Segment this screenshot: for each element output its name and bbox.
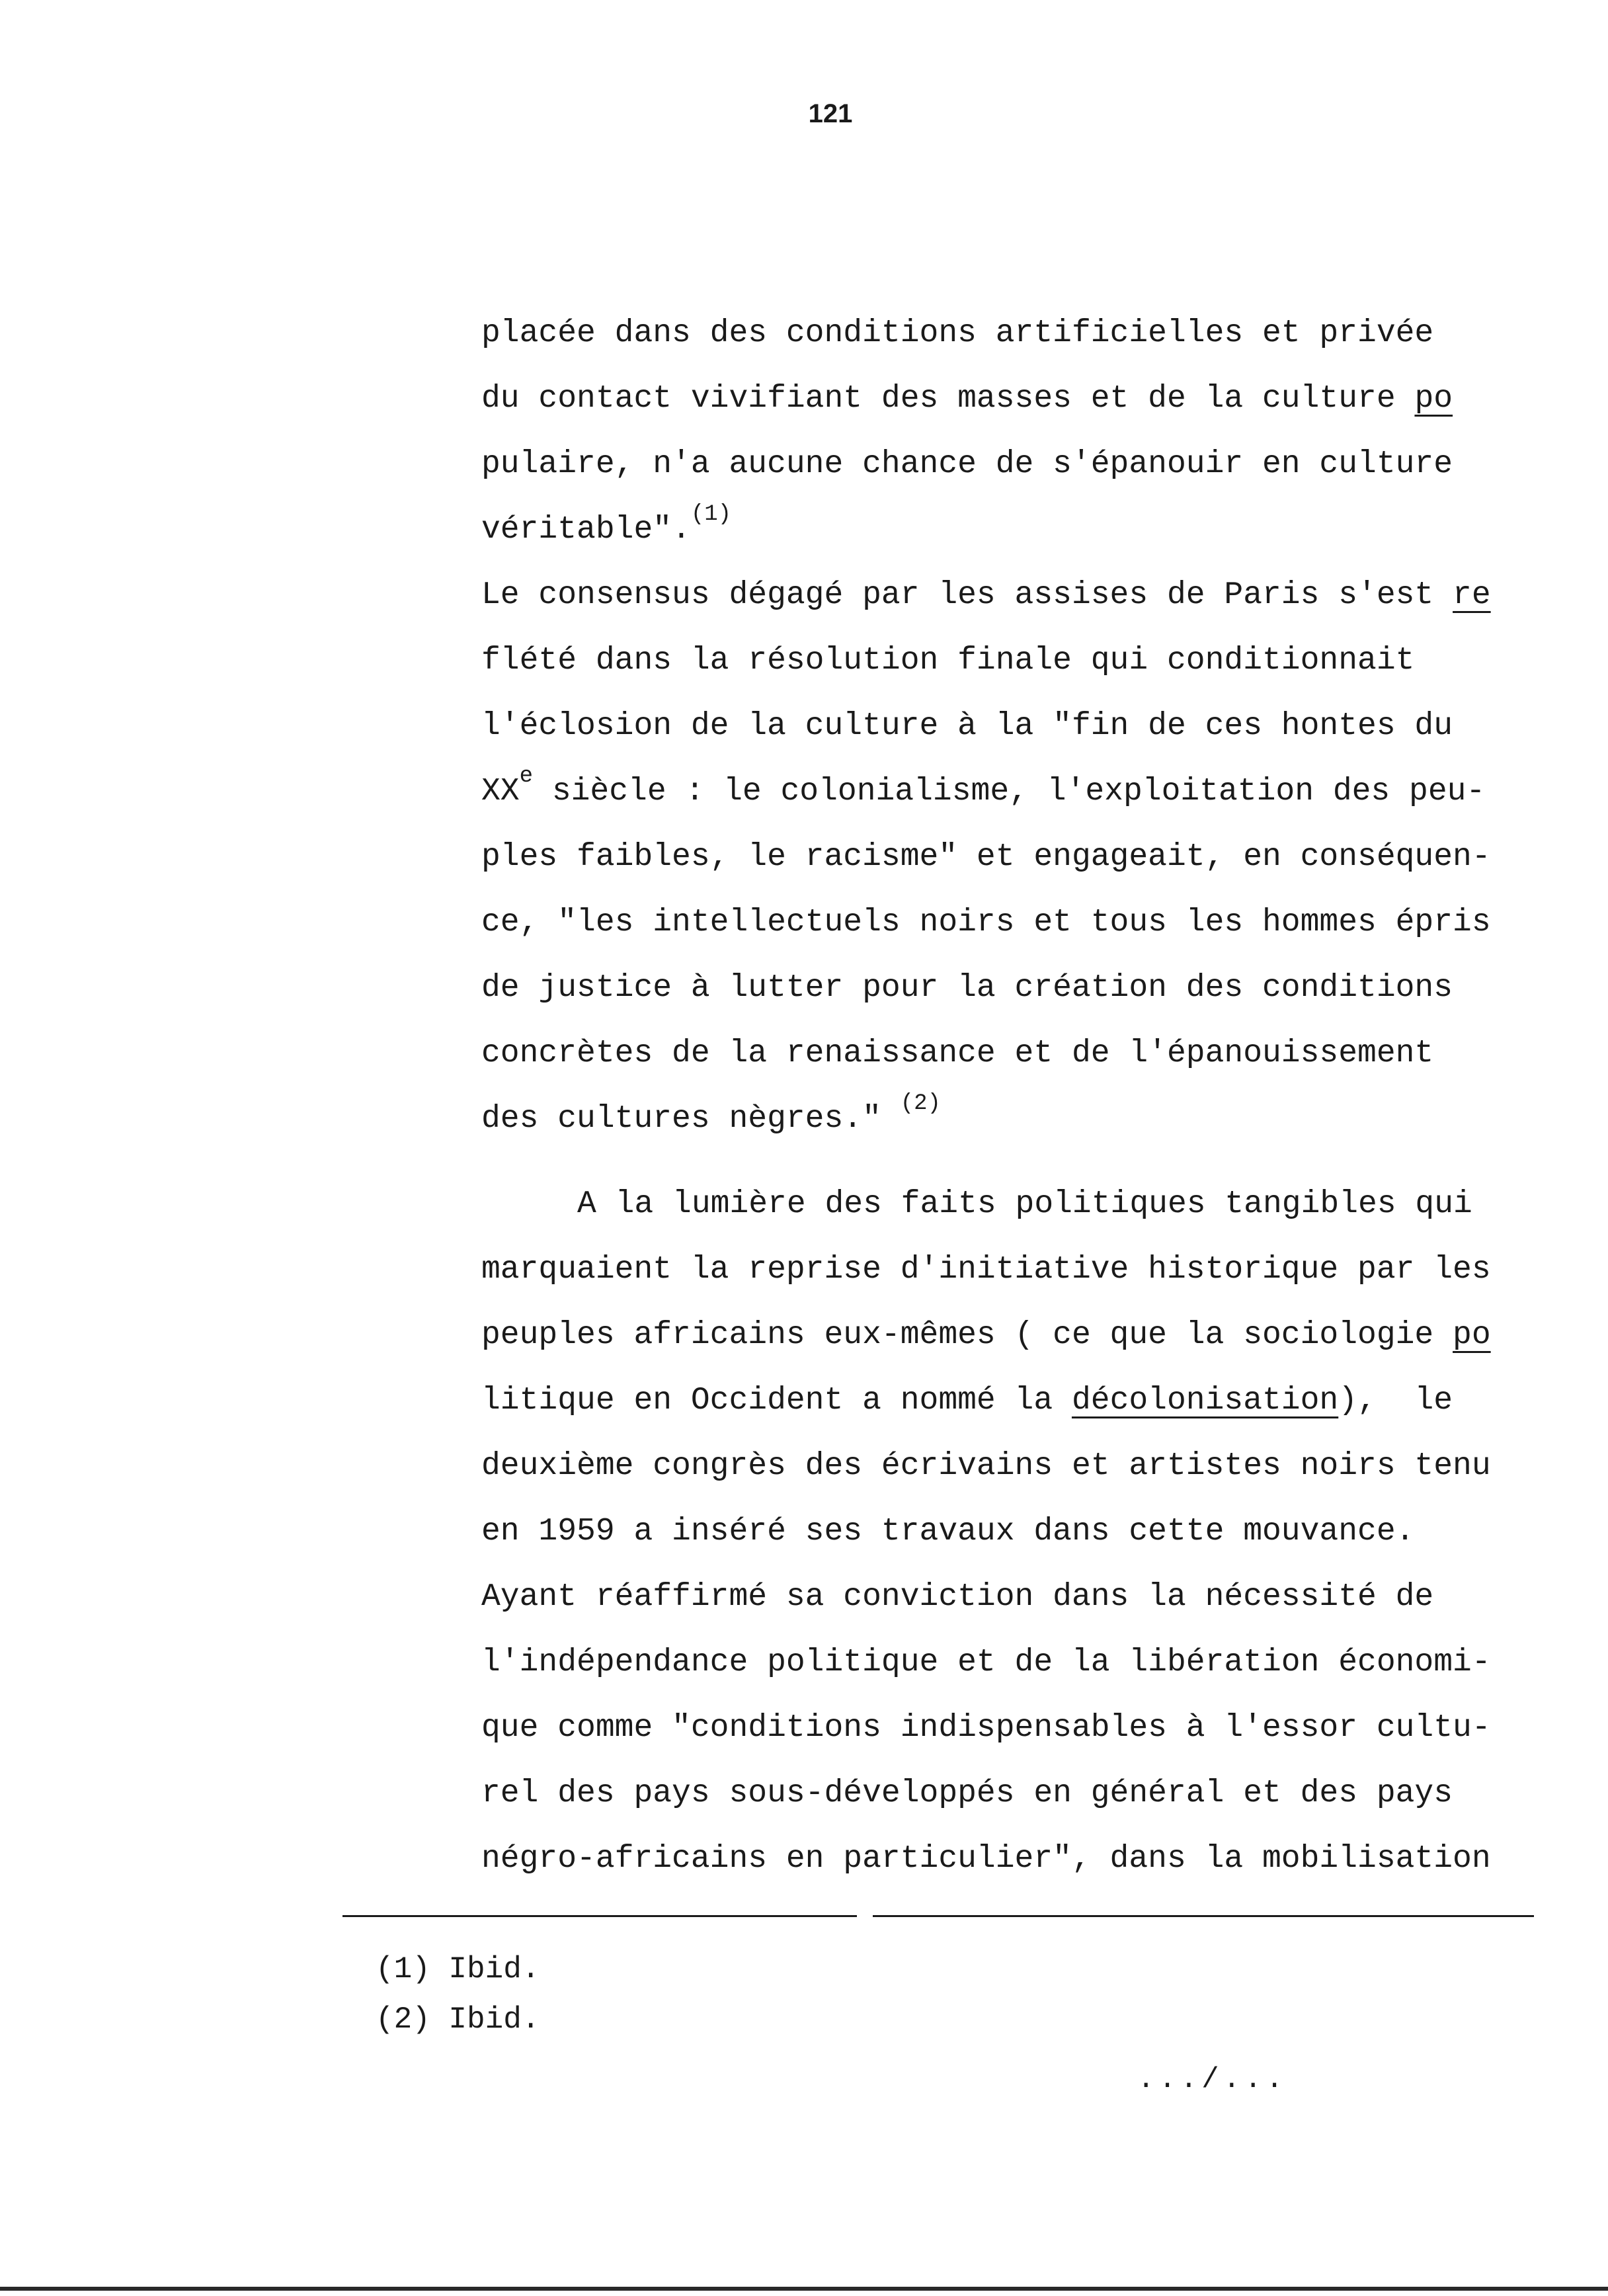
footnote-ref-1: (1)	[690, 502, 732, 527]
text-line: A la lumière des faits politiques tangibles qui	[577, 1186, 1472, 1222]
text-line: l'éclosion de la culture à la "fin de ces hontes du	[481, 708, 1453, 744]
text-line: XXe siècle : le colonialisme, l'exploitation des peu-	[481, 764, 1486, 809]
footnote-separator	[342, 1915, 857, 1917]
text-line: ples faibles, le racisme" et engageait, en conséquen-	[481, 839, 1491, 875]
text-line: concrètes de la renaissance et de l'épanouissement	[481, 1036, 1434, 1071]
text-line: de justice à lutter pour la création des conditions	[481, 970, 1453, 1006]
text-line: Ayant réaffirmé sa conviction dans la nécessité de	[481, 1579, 1434, 1615]
superscript-e: e	[519, 764, 534, 789]
text-line: négro-africains en particulier", dans la mobilisation	[481, 1841, 1491, 1877]
text-line: deuxième congrès des écrivains et artistes noirs tenu	[481, 1448, 1491, 1484]
text-line: litique en Occident a nommé la décolonisation), le	[481, 1383, 1453, 1418]
footnote-1: (1) Ibid.	[376, 1952, 540, 1987]
hyphen-mark: re	[1453, 577, 1491, 613]
text-line: rel des pays sous-développés en général et des pays	[481, 1776, 1453, 1811]
text-line: Le consensus dégagé par les assises de Paris s'est re	[481, 577, 1491, 613]
text-line: pulaire, n'a aucune chance de s'épanouir en culture	[481, 446, 1453, 482]
text-line: du contact vivifiant des masses et de la culture po	[481, 381, 1453, 417]
continued-marker: .../...	[1137, 2063, 1287, 2096]
text-line: marquaient la reprise d'initiative historique par les	[481, 1252, 1491, 1288]
scan-bottom-edge	[0, 2287, 1608, 2291]
text-line: peuples africains eux-mêmes ( ce que la sociologie po	[481, 1317, 1491, 1353]
footnote-ref-2: (2)	[900, 1091, 941, 1116]
text-line: des cultures nègres." $^{(2)}$	[481, 1091, 941, 1137]
text-line: ce, "les intellectuels noirs et tous les hommes épris	[481, 905, 1491, 940]
text-line: l'indépendance politique et de la libération économi-	[481, 1645, 1491, 1680]
hyphen-mark: po	[1453, 1317, 1491, 1353]
text-line: placée dans des conditions artificielles et privée	[481, 315, 1434, 351]
footnote-2: (2) Ibid.	[376, 2002, 540, 2037]
paragraph-gap	[481, 1152, 1552, 1172]
page-number: 121	[808, 99, 853, 128]
footnote-separator	[873, 1915, 1534, 1917]
text-line: flété dans la résolution finale qui conditionnait	[481, 643, 1415, 678]
underlined-term: décolonisation	[1071, 1383, 1339, 1418]
text-line: que comme "conditions indispensables à l'essor cultu-	[481, 1710, 1491, 1746]
footnotes	[376, 1944, 540, 2045]
hyphen-mark: po	[1414, 381, 1453, 417]
body-text	[481, 301, 1552, 1892]
text-line: véritable".$^{(1)}$	[481, 502, 732, 548]
text-line: en 1959 a inséré ses travaux dans cette mouvance.	[481, 1514, 1415, 1549]
